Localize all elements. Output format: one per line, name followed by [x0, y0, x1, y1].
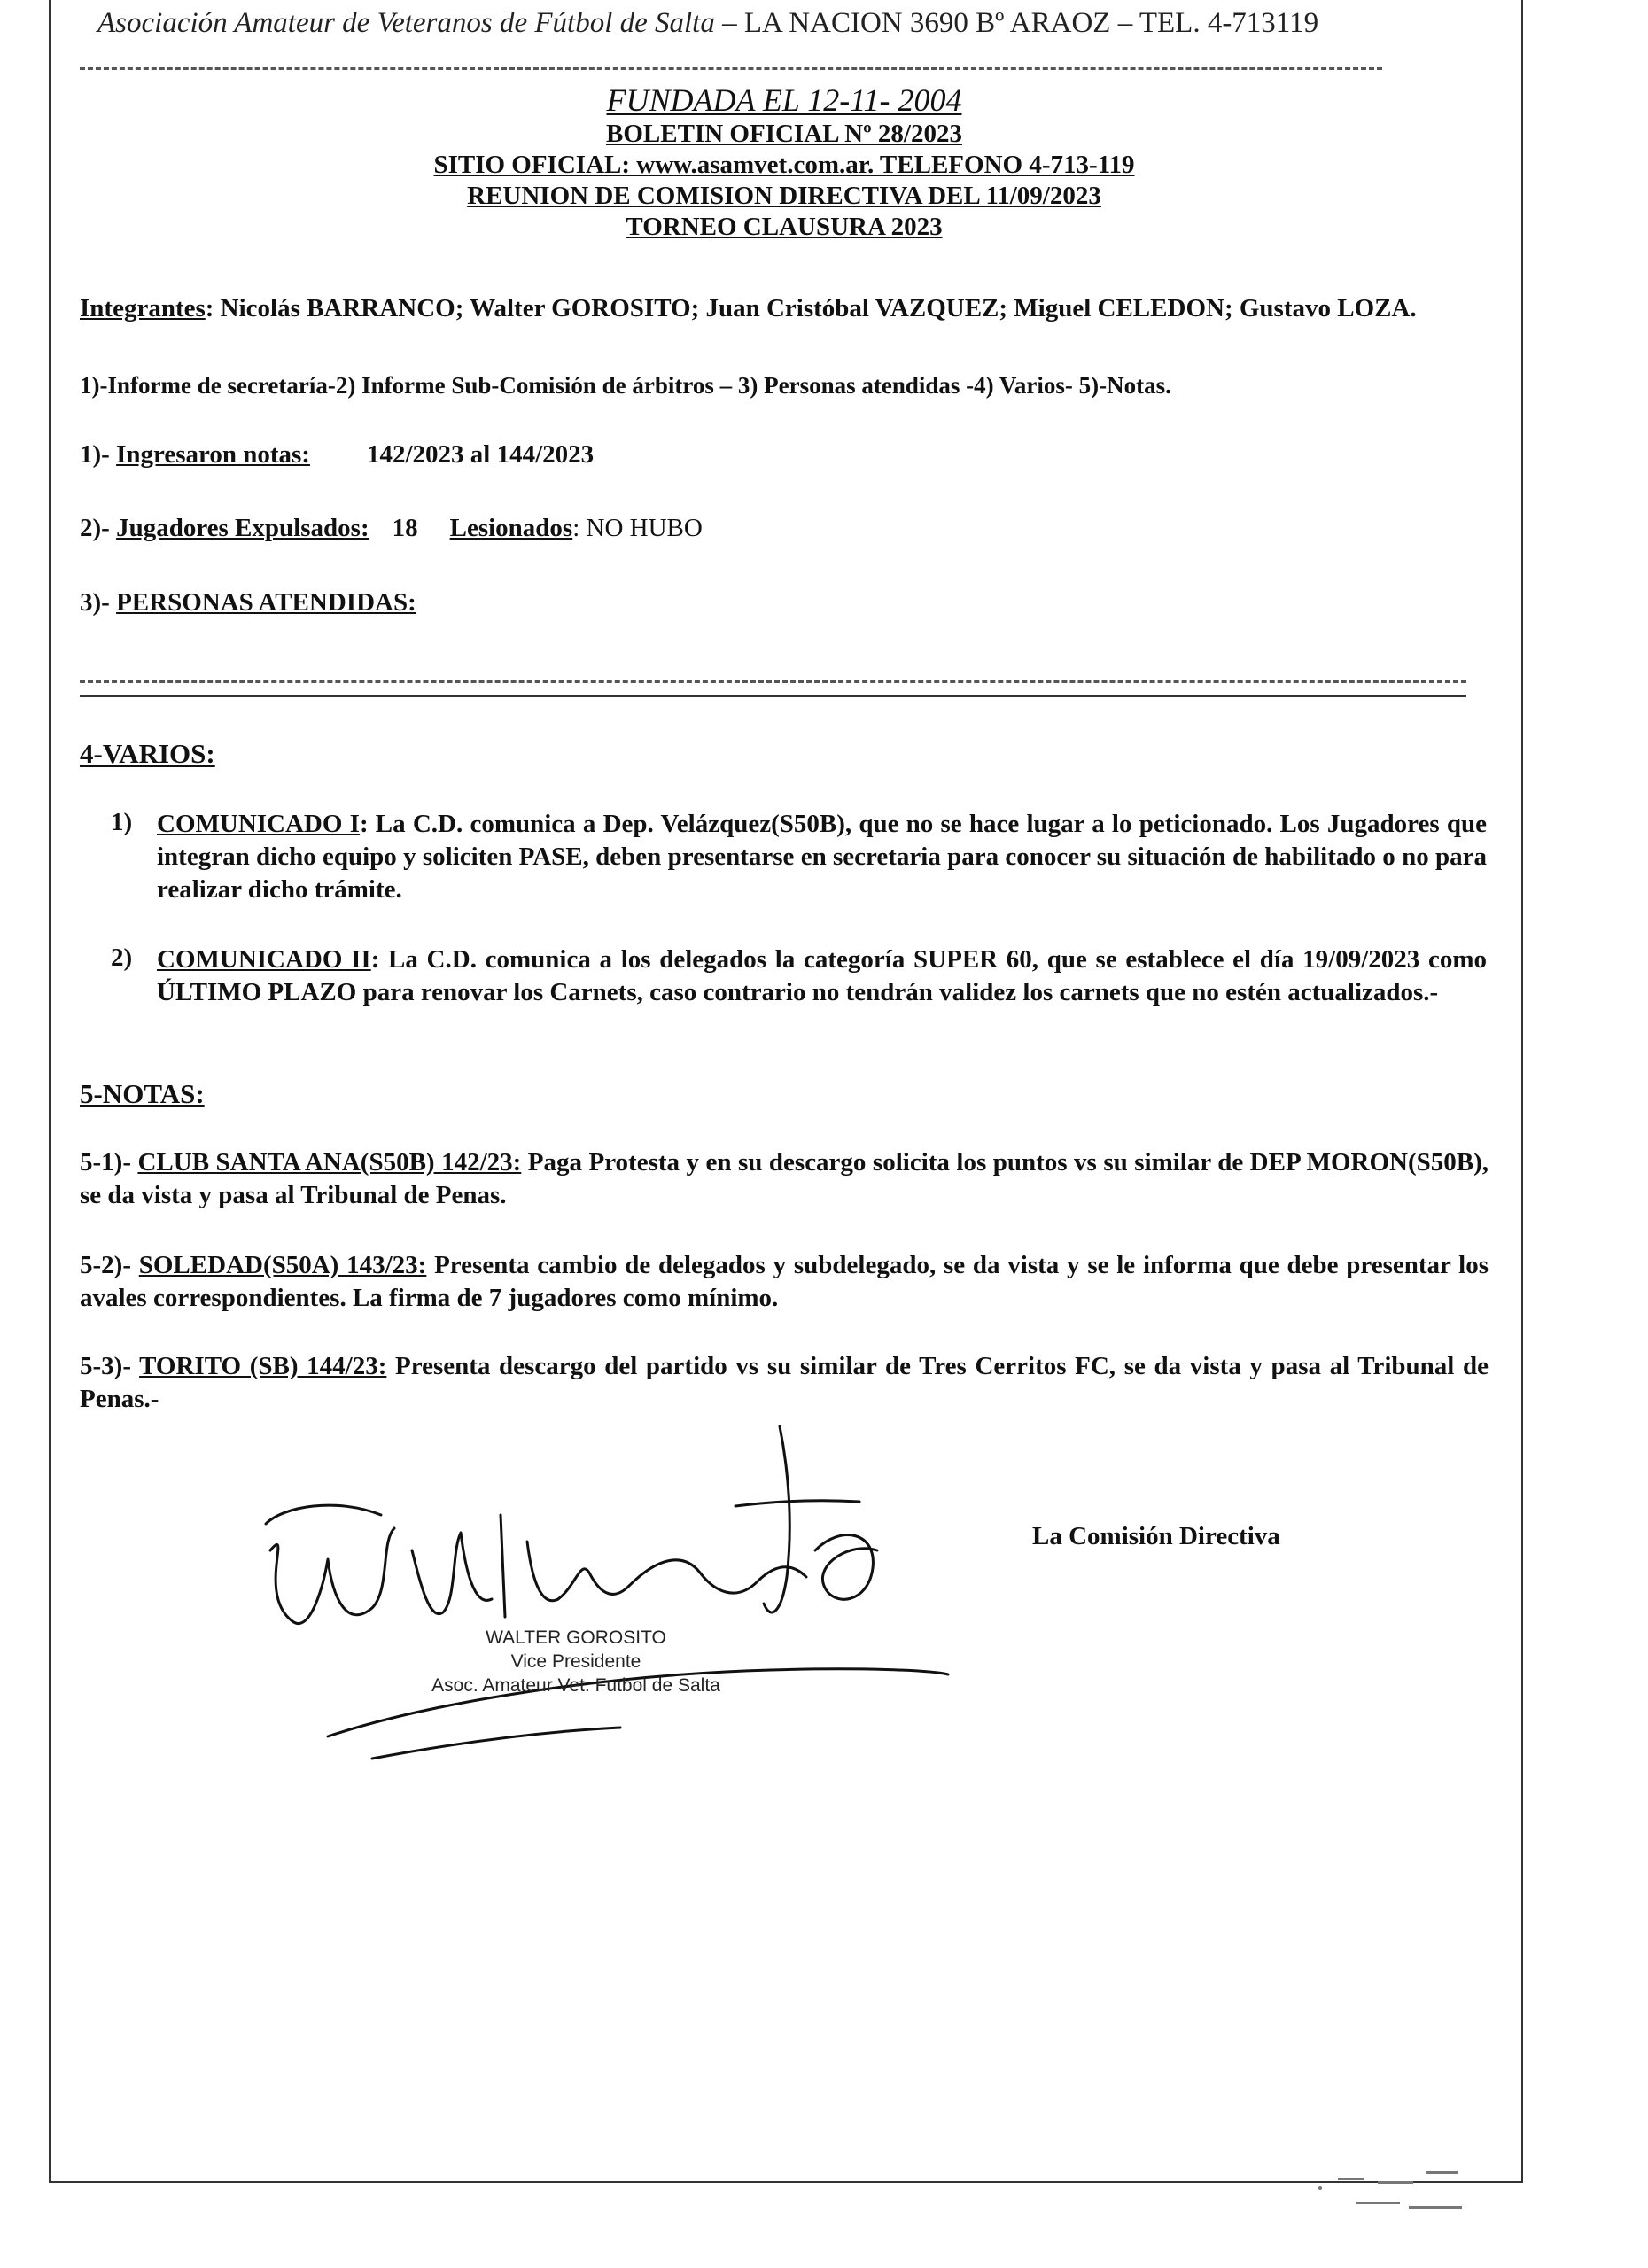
- nota-5-1-label: CLUB SANTA ANA(S50B) 142/23:: [137, 1148, 522, 1177]
- handwritten-signature: [239, 1418, 992, 1790]
- section-1-number: 1)-: [80, 440, 117, 469]
- section-2-label2: Lesionados: [449, 514, 573, 542]
- official-site: SITIO OFICIAL: www.asamvet.com.ar. TELEFONO 4-713-119: [433, 151, 1135, 179]
- nota-5-1-number: 5-1)-: [80, 1148, 138, 1177]
- notas-heading: 5-NOTAS:: [80, 1078, 205, 1109]
- members-label: Integrantes: [80, 294, 206, 322]
- varios-item-1-label: COMUNICADO I: [157, 810, 360, 838]
- section-1-value: 142/2023 al 144/2023: [366, 440, 595, 469]
- nota-5-2-text: Presenta cambio de delegados y subdelegado, se da vista y se le informa que debe presentar los avales correspondientes. La firma de 7 jugadores como mínimo.: [80, 1251, 1489, 1312]
- section-2-label: Jugadores Expulsados:: [116, 514, 369, 542]
- section-divider-solid: [80, 695, 1466, 697]
- nota-5-1-text: Paga Protesta y en su descargo solicita los puntos vs su similar de DEP MORON(S50B), se da vista y pasa al Tribunal de Penas.: [80, 1148, 1489, 1209]
- closing-signatory: La Comisión Directiva: [1032, 1522, 1280, 1550]
- nota-5-2-number: 5-2)-: [80, 1251, 139, 1279]
- members-names: : Nicolás BARRANCO; Walter GOROSITO; Juan Cristóbal VAZQUEZ; Miguel CELEDON; Gustavo LOZA.: [205, 294, 1417, 322]
- founded-date: FUNDADA EL 12-11- 2004: [606, 82, 962, 118]
- section-divider-dashed: [80, 680, 1466, 683]
- section-1-label: Ingresaron notas:: [116, 440, 310, 469]
- bulletin-titles: [0, 82, 1568, 243]
- section-3-number: 3)-: [80, 588, 117, 617]
- organization-address: – LA NACION 3690 Bº ARAOZ – TEL. 4-713119: [714, 7, 1319, 39]
- section-2: [80, 514, 1489, 543]
- section-2-value2: : NO HUBO: [572, 514, 703, 542]
- meeting-title: REUNION DE COMISION DIRECTIVA DEL 11/09/2023: [467, 182, 1101, 210]
- nota-5-3-text: Presenta descargo del partido vs su similar de Tres Cerritos FC, se da vista y pasa al Tribunal de Penas.-: [80, 1352, 1489, 1413]
- varios-item-1-number: 1): [111, 808, 133, 836]
- varios-item-2-number: 2): [111, 944, 133, 972]
- agenda-line: 1)-Informe de secretaría-2) Informe Sub-Comisión de árbitros – 3) Personas atendidas -4) Varios- 5)-Notas.: [80, 372, 1171, 399]
- letterhead: [97, 7, 1515, 40]
- varios-item-2: [111, 944, 1487, 1050]
- scan-marks: [1302, 2162, 1506, 2233]
- section-3-label: PERSONAS ATENDIDAS:: [116, 588, 416, 617]
- varios-heading: 4-VARIOS:: [80, 738, 215, 769]
- varios-item-1-text: : La C.D. comunica a Dep. Velázquez(S50B), que no se hace lugar a lo peticionado. Los Jugadores que integran dicho equipo y soliciten PASE, deben presentarse en secretaria para conocer su situación de habilitado o no para realizar dicho trámite.: [157, 810, 1487, 904]
- section-2-value: 18: [392, 514, 418, 542]
- nota-5-2: [80, 1249, 1489, 1315]
- varios-item-2-text: : La C.D. comunica a los delegados la categoría SUPER 60, que se establece el día 19/09/2023 como ÚLTIMO PLAZO para renovar los Carnets, caso contrario no tendrán validez los carnets que no estén actualizados.-: [157, 945, 1487, 1006]
- nota-5-1: [80, 1146, 1489, 1212]
- nota-5-2-label: SOLEDAD(S50A) 143/23:: [138, 1251, 427, 1279]
- section-2-number: 2)-: [80, 514, 117, 542]
- stamp-name: WALTER GOROSITO: [486, 1627, 666, 1648]
- nota-5-3-label: TORITO (SB) 144/23:: [139, 1352, 387, 1380]
- stamp-role: Vice Presidente: [510, 1651, 641, 1672]
- nota-5-3-number: 5-3)-: [80, 1352, 140, 1380]
- varios-item-1: [111, 808, 1487, 914]
- header-divider: [80, 67, 1382, 70]
- signature-stamp: [416, 1626, 735, 1697]
- tournament-title: TORNEO CLAUSURA 2023: [626, 213, 943, 241]
- members-paragraph: [80, 292, 1489, 325]
- bulletin-number: BOLETIN OFICIAL Nº 28/2023: [606, 120, 962, 148]
- stamp-organization: Asoc. Amateur Vet. Futbol de Salta: [431, 1675, 720, 1696]
- section-3: [80, 588, 1489, 617]
- nota-5-3: [80, 1350, 1489, 1416]
- section-1: [80, 440, 1489, 470]
- organization-name: Asociación Amateur de Veteranos de Fútbol de Salta: [97, 7, 715, 39]
- varios-item-2-label: COMUNICADO II: [157, 945, 371, 974]
